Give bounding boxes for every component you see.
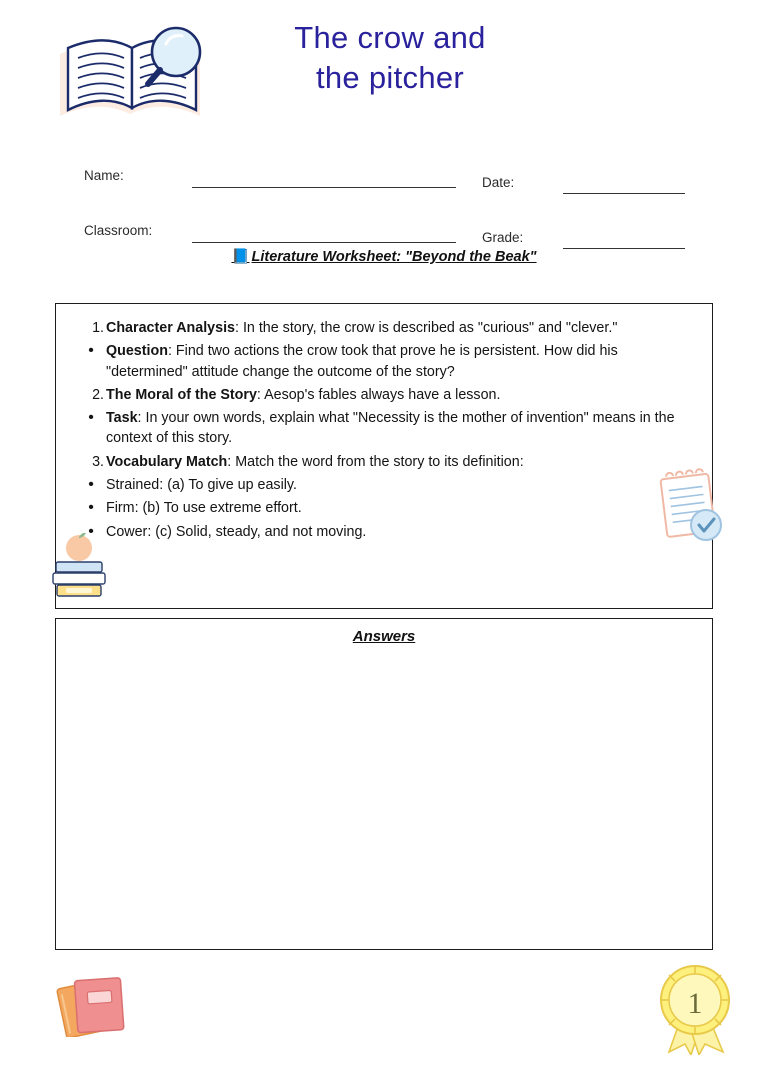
apple-on-books-icon [48, 532, 110, 602]
answers-title: Answers [352, 628, 416, 645]
question-label: The Moral of the Story [106, 386, 257, 403]
page-title [240, 18, 540, 97]
question-body: : In the story, the crow is described as "curious" and "clever." [235, 320, 618, 336]
grade-label: Grade: [482, 230, 524, 245]
question-item [72, 385, 696, 405]
question-text [106, 454, 524, 470]
question-text [106, 524, 366, 540]
question-text [106, 410, 675, 446]
first-place-ribbon-icon [645, 960, 745, 1055]
section-heading-text: Literature Worksheet: "Beyond the Beak" [251, 249, 537, 265]
question-body: Cower: (c) Solid, steady, and not moving. [106, 523, 367, 540]
question-item [72, 498, 696, 518]
list-number: 3. [92, 453, 104, 470]
list-number: 2. [92, 386, 104, 403]
ribbon-number: 1 [687, 987, 703, 1020]
question-item [72, 475, 696, 495]
blue-book-icon: 📘 [231, 249, 250, 265]
question-label: Task [106, 410, 138, 427]
checked-notepad-icon [650, 466, 732, 548]
date-input[interactable] [563, 192, 685, 194]
classroom-input[interactable] [192, 241, 456, 243]
question-text [106, 320, 617, 336]
question-item [72, 452, 696, 472]
list-bullet: • [88, 476, 94, 494]
grade-input[interactable] [563, 247, 685, 249]
classroom-label: Classroom: [84, 223, 153, 238]
question-label: Question [106, 343, 168, 360]
list-bullet: • [88, 409, 94, 427]
question-item [72, 341, 696, 382]
question-body: Strained: (a) To give up easily. [106, 477, 297, 494]
question-text [106, 343, 618, 379]
list-bullet: • [88, 522, 94, 540]
question-text [106, 477, 297, 493]
questions-box [55, 303, 713, 609]
section-heading [0, 248, 768, 265]
question-body: : Aesop's fables always have a lesson. [256, 386, 501, 403]
question-item [72, 408, 696, 449]
list-bullet: • [88, 342, 94, 360]
question-body: : Match the word from the story to its definition: [227, 453, 524, 470]
question-body: : In your own words, explain what "Necessity is the mother of invention" means in the context of this story. [106, 410, 675, 447]
page-title-line1: The crow and [294, 20, 486, 55]
question-item [72, 318, 696, 338]
list-bullet: • [88, 499, 94, 517]
open-book-magnifier-icon [48, 18, 218, 128]
question-item [72, 522, 696, 542]
question-body: Firm: (b) To use extreme effort. [106, 500, 302, 517]
name-input[interactable] [192, 186, 456, 188]
question-label: Character Analysis [106, 320, 235, 336]
student-info-fields [0, 148, 768, 245]
list-number: 1. [92, 320, 104, 336]
page-title-line2: the pitcher [315, 59, 465, 95]
question-text [106, 500, 302, 516]
stacked-notebooks-icon [52, 965, 144, 1037]
date-label: Date: [482, 175, 515, 190]
question-text [106, 387, 500, 403]
question-label: Vocabulary Match [106, 453, 228, 470]
worksheet-header [0, 0, 768, 140]
answers-writing-area[interactable] [56, 645, 712, 925]
answers-box[interactable] [55, 618, 713, 950]
question-list [72, 318, 696, 542]
name-label: Name: [84, 168, 124, 183]
question-body: : Find two actions the crow took that prove he is persistent. How did his "determined" attitude change the outcome of the story? [106, 343, 618, 380]
